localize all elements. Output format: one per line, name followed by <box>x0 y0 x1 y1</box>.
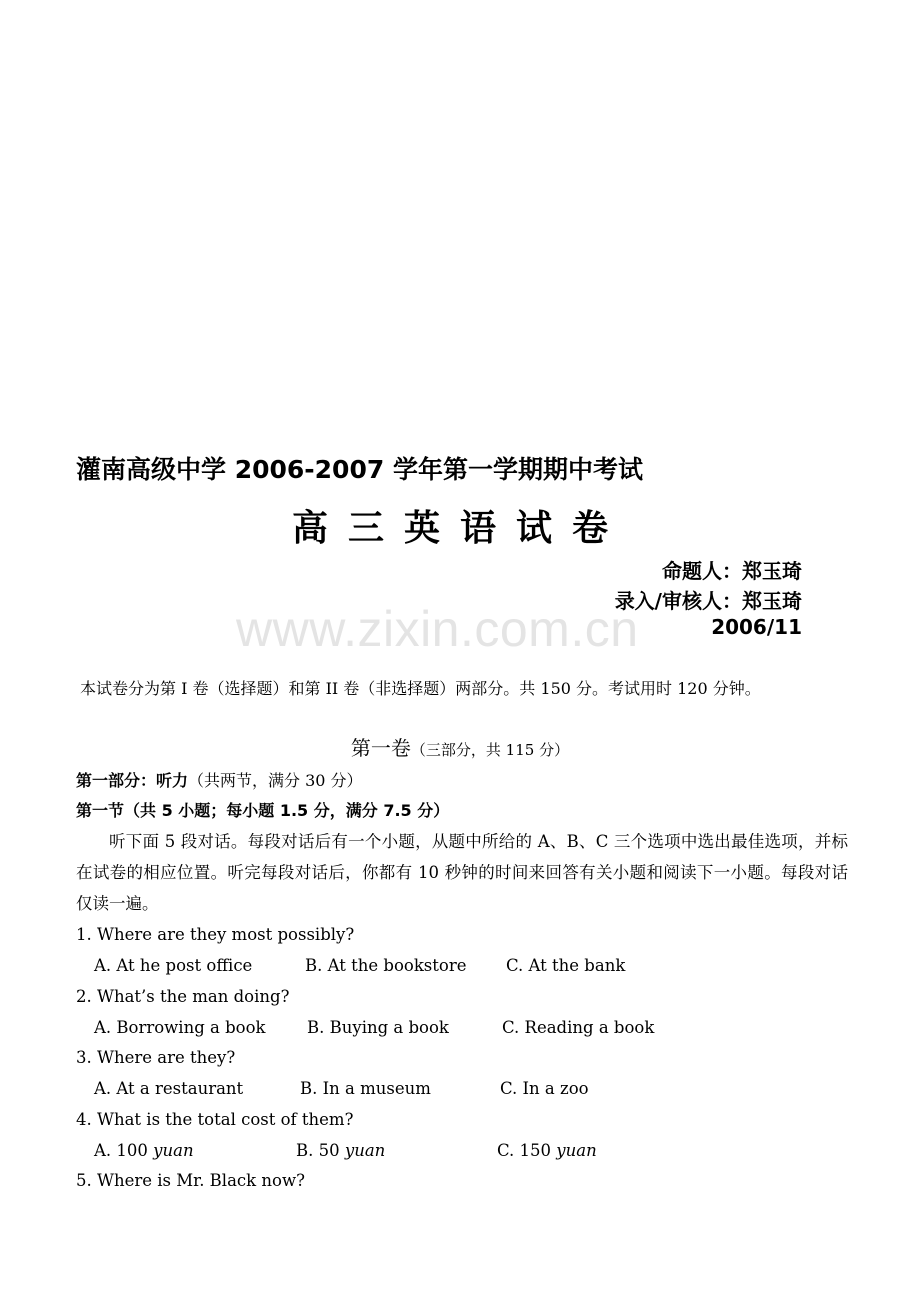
volume-title: 第一卷 <box>350 736 411 760</box>
q4-option-c-unit: yuan <box>556 1141 597 1160</box>
q3-option-a: A. At a restaurant <box>94 1079 244 1098</box>
q4-option-b-amount: B. 50 <box>296 1141 340 1160</box>
question-4: 4. What is the total cost of them? <box>76 1110 354 1129</box>
date-line: 2006/11 <box>711 615 802 639</box>
volume-heading <box>0 732 920 761</box>
q2-option-c: C. Reading a book <box>502 1018 655 1037</box>
exam-intro: 本试卷分为第 I 卷（选择题）和第 II 卷（非选择题）两部分。共 150 分。考试用时 120 分钟。 <box>80 679 761 698</box>
question-3: 3. Where are they? <box>76 1048 236 1067</box>
question-1: 1. Where are they most possibly? <box>76 925 355 944</box>
author-line: 命题人：郑玉琦 <box>662 559 802 583</box>
section1-title: 第一节（共 5 小题；每小题 1.5 分，满分 7.5 分） <box>76 801 450 820</box>
page-title: 高三英语试卷 <box>291 508 628 549</box>
q2-option-b: B. Buying a book <box>307 1018 449 1037</box>
q4-option-a <box>94 1141 194 1160</box>
watermark: www.zixin.com.cn <box>236 601 639 657</box>
q1-option-c: C. At the bank <box>506 956 626 975</box>
question-2: 2. What’s the man doing? <box>76 987 290 1006</box>
section1-heading <box>76 798 449 821</box>
section1-instructions: 听下面 5 段对话。每段对话后有一个小题，从题中所给的 A、B、C 三个选项中选出最佳选项，并标在试卷的相应位置。听完每段对话后，你都有 10 秒钟的时间来回答有关小题和阅读下一小题。每段对话仅读一遍。 <box>76 832 848 913</box>
part1-heading <box>76 768 363 791</box>
question-5: 5. Where is Mr. Black now? <box>76 1171 305 1190</box>
part1-note: （共两节，满分 30 分） <box>188 771 363 790</box>
reviewer-line: 录入/审核人：郑玉琦 <box>614 589 802 613</box>
q3-option-c: C. In a zoo <box>500 1079 589 1098</box>
q2-option-a: A. Borrowing a book <box>94 1018 266 1037</box>
q1-option-b: B. At the bookstore <box>305 956 467 975</box>
q4-option-a-amount: A. 100 <box>94 1141 148 1160</box>
volume-note: （三部分，共 115 分） <box>410 741 570 759</box>
part1-title: 第一部分：听力 <box>76 771 189 790</box>
q4-option-c-amount: C. 150 <box>497 1141 552 1160</box>
q4-option-a-unit: yuan <box>153 1141 194 1160</box>
q4-option-b-unit: yuan <box>344 1141 386 1160</box>
q3-option-b: B. In a museum <box>300 1079 431 1098</box>
q4-option-c <box>497 1141 597 1160</box>
school-exam-title: 灌南高级中学 2006-2007 学年第一学期期中考试 <box>76 455 643 484</box>
q1-option-a: A. At he post office <box>94 956 253 975</box>
q4-option-b <box>296 1141 385 1160</box>
